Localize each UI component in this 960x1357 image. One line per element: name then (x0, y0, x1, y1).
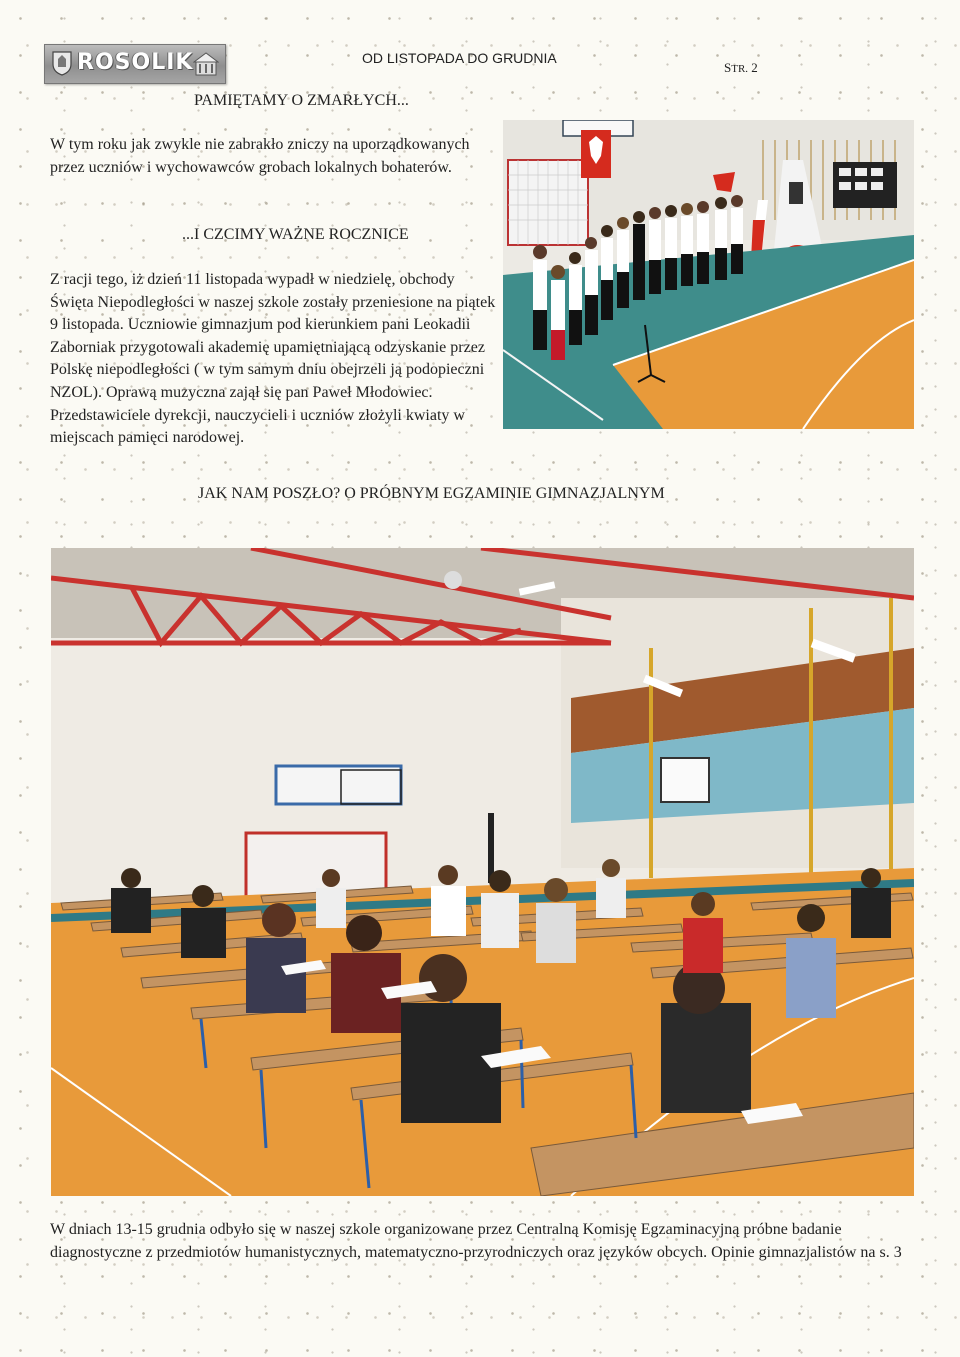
page-number: STR. 2 (724, 60, 758, 75)
rosolik-logo (44, 44, 226, 84)
building-icon (193, 51, 219, 77)
exam-hall-photo (51, 548, 914, 1196)
heading-anniversaries: ...I CZCIMY WAŻNE ROCZNICE (182, 226, 409, 243)
exam-hall-illustration (51, 548, 914, 1196)
paragraph-remember: W tym roku jak zwykle nie zabrakło zniczy na uporządkowanych przez uczniów i wychowawców grobach lokalnych bohaterów. (50, 136, 470, 176)
ceremony-photo (503, 120, 914, 429)
issue-title: OD LISTOPADA DO GRUDNIA (362, 50, 557, 66)
heading-exam: JAK NAM POSZŁO? O PRÓBNYM EGZAMINIE GIMNAZJALNYM (198, 485, 665, 502)
paragraph-exam: W dniach 13-15 grudnia odbyło się w naszej szkole organizowane przez Centralną Komisję Egzaminacyjną próbne badanie diagnostyczne z przedmiotów humanistycznych, matematyczno-przyrodniczych oraz języków obcych. Opinie gimnazjalistów na s. 3 (50, 1221, 902, 1261)
heading-remember: PAMIĘTAMY O ZMARŁYCH... (194, 92, 409, 109)
paragraph-anniversaries: Z racji tego, iż dzień 11 listopada wypadł w niedzielę, obchody Święta Niepodległości w naszej szkole zostały przeniesione na piątek 9 listopada. Uczniowie gimnazjum pod kierunkiem pani Leokadii Zaborniak przygotowali akademię upamiętniającą odzyskanie przez Polskę niepodległości ( w tym samym dniu obejrzeli ją podopieczni NZOL). Oprawą muzyczna zajął się pan Paweł Młodowiec. Przedstawiciele dyrekcji, nauczycieli i uczniów złożyli kwiaty w miejscach pamięci narodowej. (50, 271, 496, 447)
ceremony-illustration (503, 120, 914, 429)
logo-text: ROSOLIK (77, 50, 194, 75)
school-emblem-icon (51, 50, 73, 76)
